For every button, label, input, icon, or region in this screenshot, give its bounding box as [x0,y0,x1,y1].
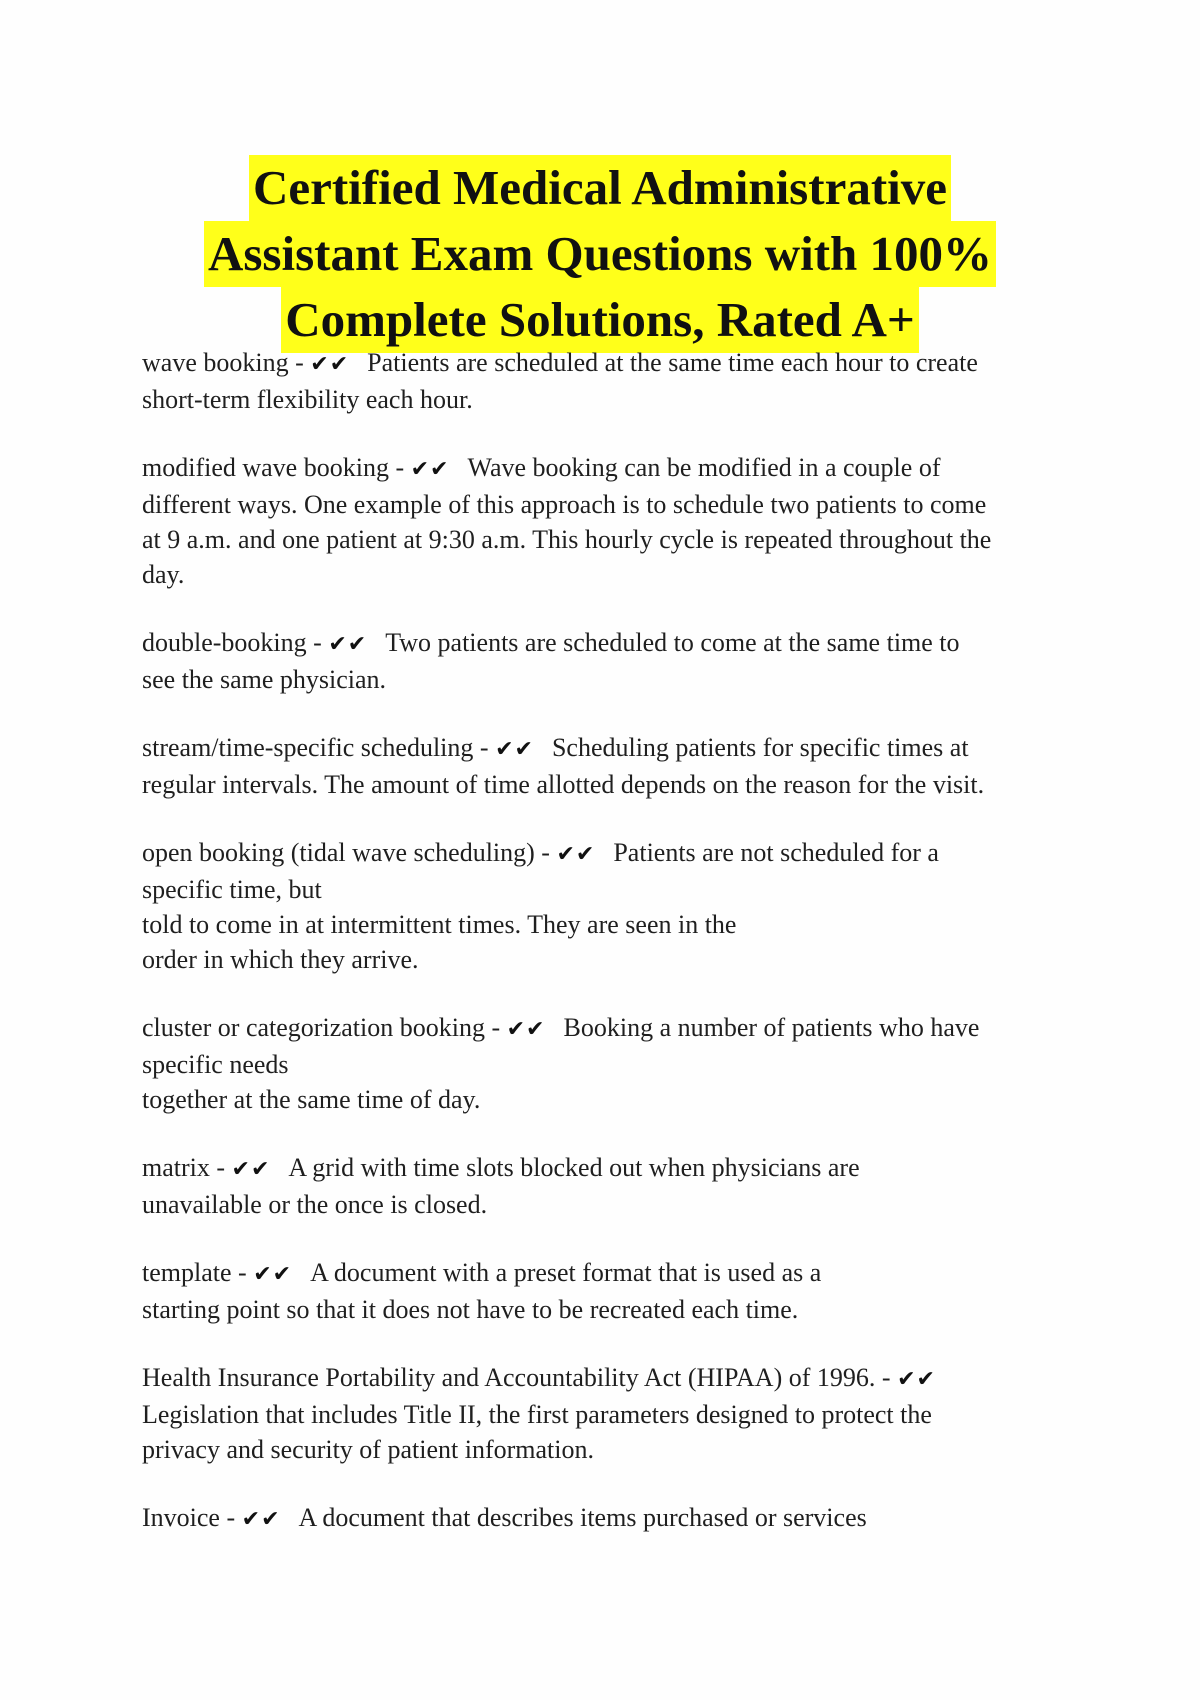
double-check-icon: ✔✔ [897,1367,936,1392]
entry-definition-line: A grid with time slots blocked out when physicians are [288,1153,860,1182]
double-check-icon: ✔✔ [241,1507,281,1532]
entry-definition-line: different ways. One example of this approach is to schedule two patients to come [142,490,987,519]
separator: - [541,838,550,867]
entry-definition-line: specific time, but [142,875,322,904]
entry-first-line [142,1500,1062,1537]
flashcard-list [142,345,1062,1570]
entry-term: double-booking [142,628,307,657]
entry-definition-line: Booking a number of patients who have [563,1013,980,1042]
entry-definition-line: Patients are not scheduled for a [613,838,939,867]
title-line-1: Certified Medical Administrative [249,155,951,221]
entry-definition-line: day. [142,560,185,589]
entry-first-line [142,345,1062,382]
double-check-icon: ✔✔ [231,1157,271,1182]
separator: - [479,733,489,762]
entry-definition-line: Patients are scheduled at the same time each hour to create [367,348,978,377]
entry-term: matrix [142,1153,210,1182]
document-title [142,155,1058,353]
flashcard-entry [142,1360,1062,1467]
entry-definition-line: order in which they arrive. [142,945,419,974]
entry-definition-line: specific needs [142,1050,289,1079]
entry-term: cluster or categorization booking [142,1013,485,1042]
entry-first-line [142,450,1062,487]
entry-definition-line: short-term flexibility each hour. [142,385,473,414]
separator: - [491,1013,501,1042]
separator: - [238,1258,247,1287]
entry-definition-line: see the same physician. [142,665,387,694]
entry-term: template [142,1258,232,1287]
entry-term: Health Insurance Portability and Accountability Act (HIPAA) of 1996. [142,1363,876,1392]
entry-first-line [142,625,1062,662]
double-check-icon: ✔✔ [556,842,596,867]
entry-definition-line: Scheduling patients for specific times at [551,733,969,762]
separator: - [313,628,322,657]
entry-definition-line: Wave booking can be modified in a couple of [467,453,941,482]
flashcard-entry [142,1150,1062,1222]
separator: - [395,453,405,482]
separator: - [295,348,304,377]
flashcard-entry [142,1500,1062,1537]
double-check-icon: ✔✔ [310,352,350,377]
entry-term: wave booking [142,348,289,377]
entry-first-line [142,1150,1062,1187]
entry-definition-line: starting point so that it does not have to be recreated each time. [142,1295,799,1324]
double-check-icon: ✔✔ [495,737,534,762]
flashcard-entry [142,450,1062,592]
title-line-2: Assistant Exam Questions with 100% [204,221,996,287]
double-check-icon: ✔✔ [253,1262,293,1287]
entry-definition-line: unavailable or the once is closed. [142,1190,488,1219]
entry-definition-line: regular intervals. The amount of time allotted depends on the reason for the visit. [142,770,985,799]
entry-definition-line: together at the same time of day. [142,1085,481,1114]
double-check-icon: ✔✔ [410,457,450,482]
entry-definition-line: A document that describes items purchased or services [298,1503,867,1532]
flashcard-entry [142,625,1062,697]
title-line-3: Complete Solutions, Rated A+ [281,287,919,353]
separator: - [226,1503,236,1532]
entry-first-line [142,730,1062,767]
entry-term: stream/time-specific scheduling [142,733,474,762]
entry-definition-line: A document with a preset format that is used as a [310,1258,822,1287]
double-check-icon: ✔✔ [506,1017,546,1042]
entry-first-line [142,1010,1062,1047]
entry-definition-line: Two patients are scheduled to come at the same time to [385,628,960,657]
separator: - [216,1153,226,1182]
entry-definition-line: Legislation that includes Title II, the first parameters designed to protect the [142,1400,932,1429]
entry-term: Invoice [142,1503,220,1532]
flashcard-entry [142,1010,1062,1117]
flashcard-entry [142,1255,1062,1327]
entry-first-line [142,1360,1062,1397]
flashcard-entry [142,835,1062,977]
entry-term: modified wave booking [142,453,389,482]
flashcard-entry [142,730,1062,802]
entry-term: open booking (tidal wave scheduling) [142,838,535,867]
entry-first-line [142,835,1062,872]
separator: - [881,1363,891,1392]
double-check-icon: ✔✔ [328,632,368,657]
entry-first-line [142,1255,1062,1292]
flashcard-entry [142,345,1062,417]
entry-definition-line: privacy and security of patient information. [142,1435,594,1464]
entry-definition-line: told to come in at intermittent times. They are seen in the [142,910,737,939]
entry-definition-line: at 9 a.m. and one patient at 9:30 a.m. This hourly cycle is repeated throughout the [142,525,992,554]
